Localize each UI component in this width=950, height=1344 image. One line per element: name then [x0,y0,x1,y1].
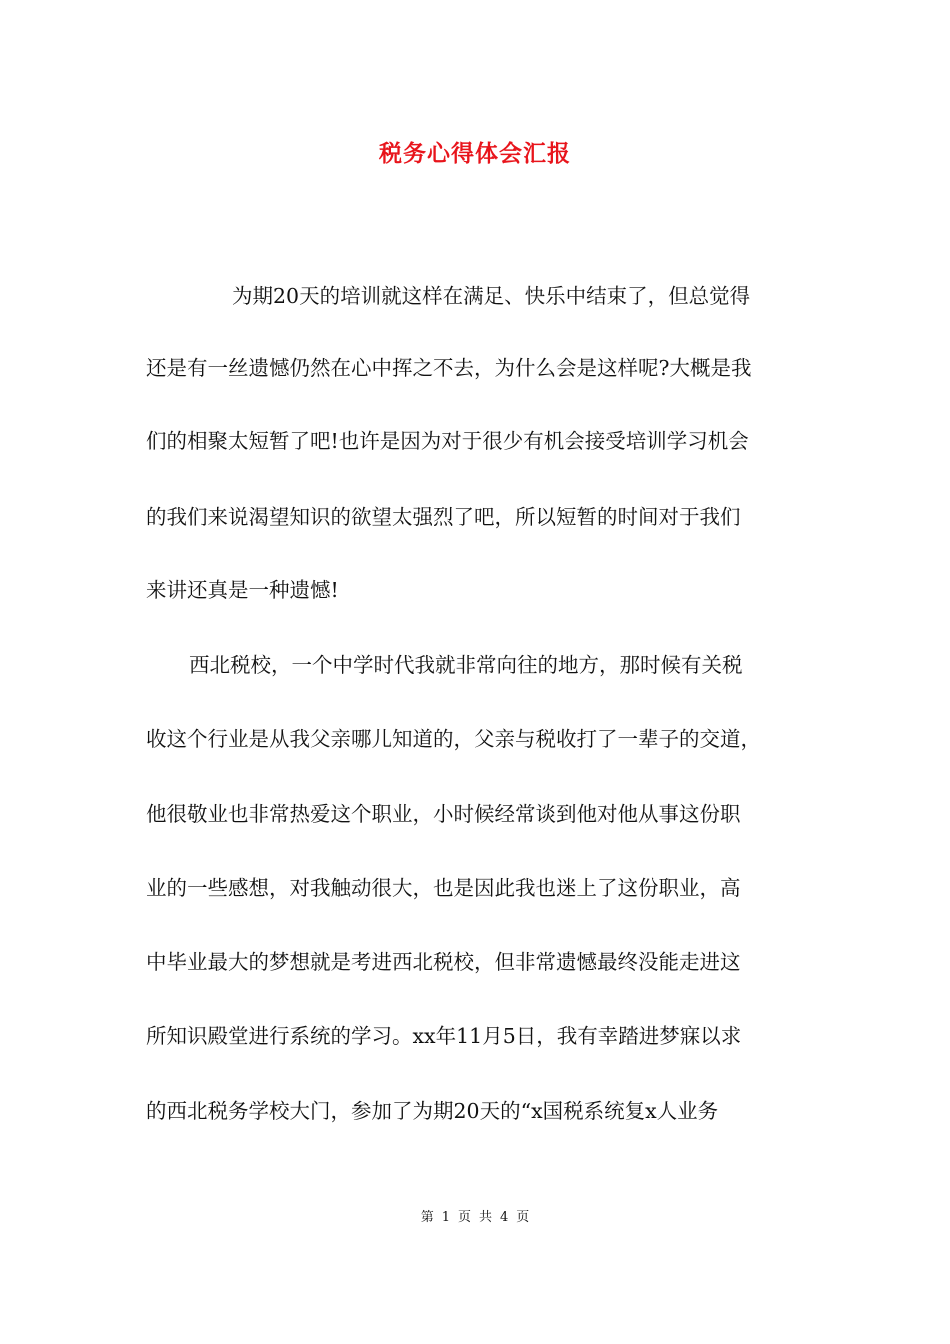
footer-page-number: 1 [441,1210,450,1225]
paragraph-line: 为期20天的培训就这样在满足、快乐中结束了，但总觉得 [232,284,751,308]
paragraph-line: 收这个行业是从我父亲哪儿知道的，父亲与税收打了一辈子的交道， [146,727,761,751]
paragraph-line: 的我们来说渴望知识的欲望太强烈了吧，所以短暂的时间对于我们 [146,505,741,529]
document-title: 税务心得体会汇报 [379,140,571,167]
paragraph-line: 中毕业最大的梦想就是考进西北税校，但非常遗憾最终没能走进这 [146,950,741,974]
paragraph-line: 业的一些感想，对我触动很大，也是因此我也迷上了这份职业，高 [146,876,741,900]
paragraph-line: 还是有一丝遗憾仍然在心中挥之不去，为什么会是这样呢?大概是我 [146,356,752,380]
footer-ye: 页 [457,1210,471,1225]
paragraph-line: 西北税校，一个中学时代我就非常向往的地方，那时候有关税 [189,653,743,677]
footer-di: 第 [420,1210,434,1225]
paragraph-line: 们的相聚太短暂了吧!也许是因为对于很少有机会接受培训学习机会 [146,429,749,453]
footer-total-pages: 4 [500,1210,509,1225]
footer-ye-2: 页 [516,1210,530,1225]
paragraph-line: 他很敬业也非常热爱这个职业，小时候经常谈到他对他从事这份职 [146,802,741,826]
page-footer [0,1208,950,1228]
paragraph-line: 所知识殿堂进行系统的学习。xx年11月5日，我有幸踏进梦寐以求 [146,1024,742,1048]
footer-gong: 共 [479,1210,493,1225]
paragraph-line: 的西北税务学校大门，参加了为期20天的“x国税系统复x人业务 [146,1099,719,1123]
paragraph-line: 来讲还真是一种遗憾! [146,578,339,602]
